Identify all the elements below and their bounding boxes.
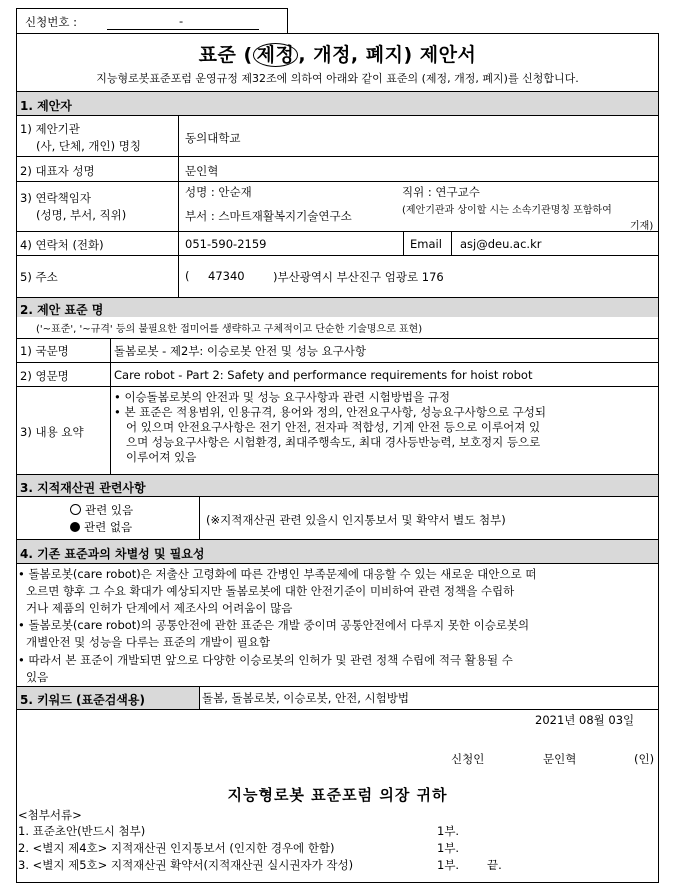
divider xyxy=(199,496,200,539)
divider xyxy=(16,181,659,182)
radio-unchecked-icon xyxy=(70,504,81,515)
necessity-line: 거나 제품의 인허가 단계에서 제조사의 어려움이 많음 xyxy=(26,601,293,615)
attachment-qty: 1부. xyxy=(437,824,460,838)
section-4-header xyxy=(17,540,658,563)
divider xyxy=(16,563,659,564)
contact-note-line1: (제안기관과 상이할 시는 소속기관명칭 포함하여 xyxy=(402,205,612,216)
divider xyxy=(451,231,452,255)
attachments-end: 끝. xyxy=(487,858,502,872)
divider xyxy=(16,338,659,339)
page-subtitle: 지능형로봇표준포럼 운영규정 제32조에 의하여 아래와 같이 표준의 (제정, 개정, 폐지)를 신청합니다. xyxy=(96,72,579,85)
section-1-title: 1. 제안자 xyxy=(20,99,72,113)
keywords-value: 돌봄, 돌봄로봇, 이승로봇, 안전, 시험방법 xyxy=(202,691,409,705)
ip-note: (※지적재산권 관련 있을시 인지통보서 및 확약서 별도 첨부) xyxy=(206,513,506,527)
section-2-header xyxy=(17,298,658,317)
radio-checked-icon xyxy=(70,522,80,532)
divider xyxy=(199,686,200,709)
divider xyxy=(16,709,659,710)
contact-dept: 부서 : 스마트재활복지기술연구소 xyxy=(185,209,352,223)
address-value: )부산광역시 부산진구 엄광로 176 xyxy=(273,270,444,284)
contact-label-line2: (성명, 부서, 직위) xyxy=(36,208,127,222)
application-number-box xyxy=(16,8,288,34)
divider xyxy=(16,115,659,116)
summary-line: 으며 성능요구사항은 시험환경, 최대주행속도, 최대 경사등반능력, 보호정지 등으로 xyxy=(126,435,541,449)
ip-option-related[interactable] xyxy=(70,502,133,518)
section-5-header xyxy=(17,687,199,709)
necessity-line: 있음 xyxy=(26,670,49,684)
attachment-item: 3. <별지 제5호> 지적재산권 확약서(지적재산권 실시권자가 작성) xyxy=(18,858,354,872)
summary-line: • 본 표준은 적용범위, 인용규격, 용어와 정의, 안전요구사항, 성능요구사항으로 구성되 xyxy=(114,405,547,419)
necessity-line: • 따라서 본 표준이 개발되면 앞으로 다양한 이승로봇의 인허가 및 관련 정책 수립에 적극 활용될 수 xyxy=(18,653,513,667)
title-prefix: 표준 ( xyxy=(198,44,253,66)
divider xyxy=(16,231,659,232)
divider xyxy=(16,91,659,92)
rep-value: 문인혁 xyxy=(185,164,219,178)
english-name-value: Care robot - Part 2: Safety and performance requirements for hoist robot xyxy=(114,368,533,382)
contact-name: 성명 : 안순재 xyxy=(185,185,252,199)
necessity-line: • 돌봄로봇(care robot)은 저출산 고령화에 따른 간병인 부족문제에 대응할 수 있는 새로운 대안으로 떠 xyxy=(18,567,537,581)
necessity-line: 오르면 향후 그 수요 확대가 예상되지만 돌봄로봇에 대한 안전기준이 미비하여 관련 정책을 수립하 xyxy=(26,584,515,598)
necessity-line: 개별안전 및 성능을 다루는 표준의 개발이 필요함 xyxy=(26,635,271,649)
title-suffix: , 개정, 폐지) 제안서 xyxy=(298,44,477,66)
english-name-label: 2) 영문명 xyxy=(20,369,69,383)
title-circled-option: 제정 xyxy=(253,43,299,67)
contact-label-line1: 3) 연락책임자 xyxy=(20,191,92,205)
address-label: 5) 주소 xyxy=(20,270,58,284)
korean-name-value: 돌봄로봇 - 제2부: 이승로봇 안전 및 성능 요구사항 xyxy=(114,344,366,358)
addressee: 지능형로봇 표준포럼 의장 귀하 xyxy=(227,786,448,804)
address-zip: 47340 xyxy=(208,269,245,283)
applicant-label: 신청인 xyxy=(451,752,485,766)
page-title xyxy=(16,40,659,67)
rep-label: 2) 대표자 성명 xyxy=(20,164,95,178)
korean-name-label: 1) 국문명 xyxy=(20,344,69,358)
divider xyxy=(16,362,659,363)
email-label: Email xyxy=(410,237,442,251)
attachment-item: 2. <별지 제4호> 지적재산권 인지통보서 (인지한 경우에 한함) xyxy=(18,841,335,855)
divider xyxy=(403,231,404,255)
org-value: 동의대학교 xyxy=(185,131,241,145)
summary-line: 이루어져 있음 xyxy=(126,450,197,464)
org-label-line1: 1) 제안기관 xyxy=(20,122,80,136)
divider xyxy=(178,115,179,297)
applicant-name: 문인혁 xyxy=(543,752,577,766)
section-2-note: ('~표준', '~규격' 등의 불필요한 접미어를 생략하고 구체적이고 단순한 기술명으로 표현) xyxy=(36,324,423,335)
application-number-label: 신청번호 : xyxy=(25,15,77,29)
divider xyxy=(16,386,659,387)
divider xyxy=(16,255,659,256)
application-number-field xyxy=(107,29,259,30)
attachment-qty: 1부. xyxy=(437,858,460,872)
necessity-line: • 돌봄로봇(care robot)의 공통안전에 관한 표준은 개발 중이며 공통안전에서 다루지 못한 이승로봇의 xyxy=(18,618,530,632)
section-2-title: 2. 제안 표준 명 xyxy=(20,303,104,317)
phone-value: 051-590-2159 xyxy=(185,237,267,251)
application-date: 2021년 08월 03일 xyxy=(535,713,635,727)
phone-label: 4) 연락처 (전화) xyxy=(20,238,104,252)
summary-line: • 이승돌봄로봇의 안전과 및 성능 요구사항과 관련 시험방법을 규정 xyxy=(114,390,450,404)
ip-option-not-related-label: 관련 없음 xyxy=(84,520,133,534)
divider xyxy=(110,338,111,474)
section-1-header xyxy=(17,92,658,115)
divider xyxy=(16,496,659,497)
summary-label: 3) 내용 요약 xyxy=(20,425,84,439)
ip-option-not-related[interactable] xyxy=(70,519,132,535)
attachments-header: <첨부서류> xyxy=(18,808,82,822)
summary-line: 어 있으며 안전요구사항은 전기 안전, 전자파 적합성, 기계 안전 등으로 이루어져 있 xyxy=(126,420,541,434)
application-number-dash: - xyxy=(179,14,184,28)
attachment-item: 1. 표준초안(반드시 첨부) xyxy=(18,824,146,838)
org-label-line2: (사, 단체, 개인) 명칭 xyxy=(36,139,142,153)
section-5-title: 5. 키워드 (표준검색용) xyxy=(20,693,145,707)
attachment-qty: 1부. xyxy=(437,841,460,855)
ip-option-related-label: 관련 있음 xyxy=(85,503,134,517)
address-paren-open: ( xyxy=(185,269,190,283)
contact-note-line2: 기재) xyxy=(630,221,654,232)
section-3-title: 3. 지적재산권 관련사항 xyxy=(20,481,146,495)
email-value: asj@deu.ac.kr xyxy=(460,237,542,251)
section-3-header xyxy=(17,475,658,496)
seal-mark: (인) xyxy=(634,752,655,766)
section-4-title: 4. 기존 표준과의 차별성 및 필요성 xyxy=(20,547,205,561)
divider xyxy=(16,156,659,157)
contact-position: 직위 : 연구교수 xyxy=(402,185,480,199)
